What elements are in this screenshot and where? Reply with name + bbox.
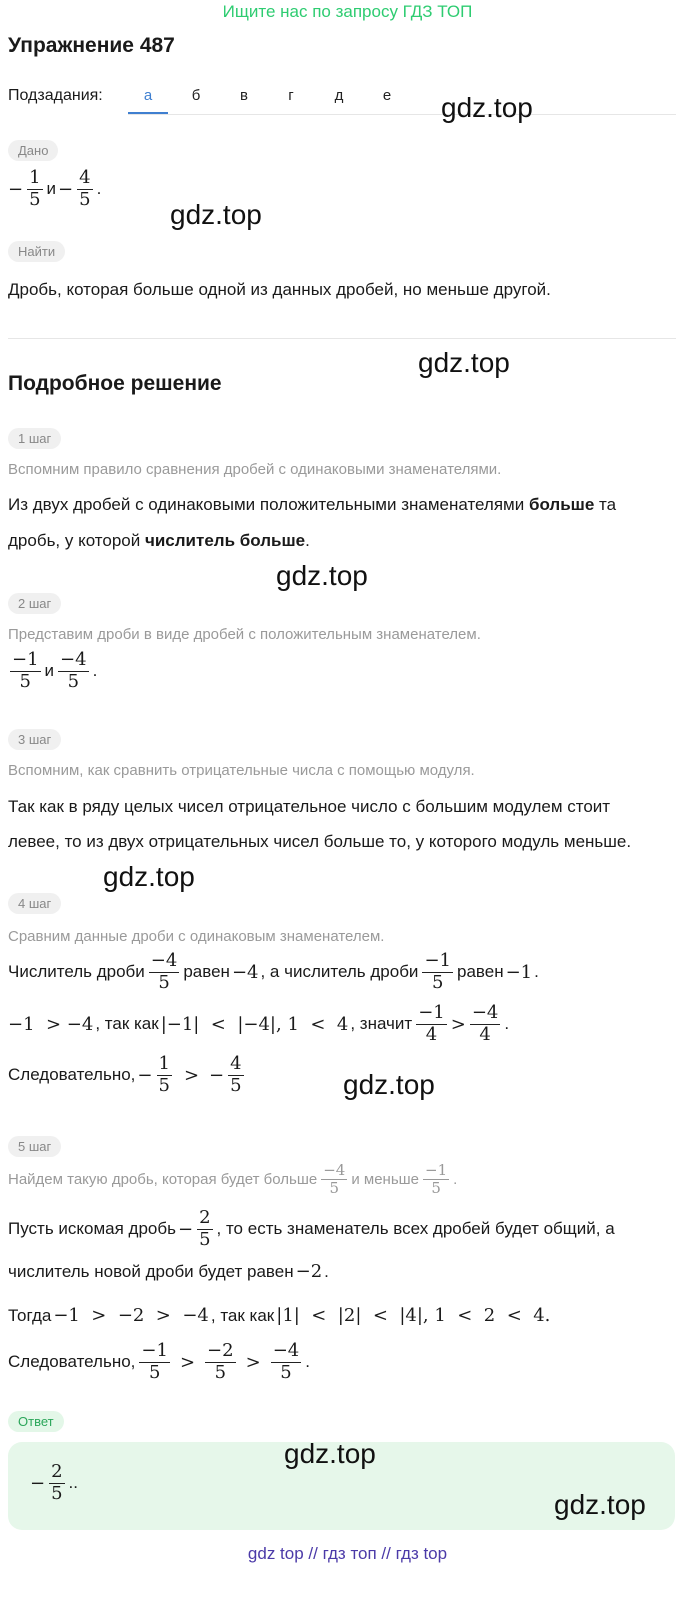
answer-sign: − <box>30 1472 46 1494</box>
fraction-numerator: −1 <box>425 1161 448 1179</box>
given-fractions <box>8 168 101 210</box>
fraction-denominator: 5 <box>199 1228 211 1250</box>
step-4-fraction <box>149 951 180 993</box>
fraction-denominator: 5 <box>67 670 80 692</box>
tabs-divider <box>128 114 676 115</box>
step-4-math: > <box>450 1013 466 1035</box>
step-5-text: , так как <box>210 1305 275 1325</box>
step-1-bold: числитель больше <box>144 531 306 550</box>
step-4-text: Числитель дроби <box>8 962 145 982</box>
step-4-fraction <box>416 1003 447 1045</box>
step-4-math: −1 > −4 <box>8 1013 94 1035</box>
step-4-text: . <box>504 1014 510 1034</box>
step-4-math: |−1| < |−4|, 1 < 4 <box>160 1013 349 1035</box>
step-2-fraction-1 <box>10 650 41 692</box>
exercise-title: Упражнение 487 <box>8 34 175 57</box>
fraction-denominator: 5 <box>19 670 31 692</box>
step-5-line-4 <box>8 1341 310 1383</box>
fraction-denominator: 4 <box>425 1023 438 1045</box>
watermark: gdz.top <box>441 92 533 123</box>
find-text: Дробь, которая больше одной из данных дробей, но меньше другой. <box>8 280 551 299</box>
fraction-denominator: 5 <box>79 188 91 210</box>
step-5-hint-text: Найдем такую дробь, которая будет больше <box>8 1171 318 1189</box>
step-5-line-3 <box>8 1305 550 1326</box>
tab-b[interactable]: б <box>191 87 201 104</box>
step-1-text: та <box>594 495 617 514</box>
fraction-numerator: −4 <box>150 950 178 971</box>
tab-g[interactable]: г <box>288 87 294 104</box>
fraction-denominator: 5 <box>230 1074 242 1096</box>
answer-end: .. <box>68 1473 78 1493</box>
fraction-numerator: −2 <box>207 1340 234 1361</box>
fraction-numerator: −1 <box>141 1340 168 1361</box>
tab-e[interactable]: е <box>382 87 392 104</box>
given-and: и <box>46 179 57 199</box>
subtasks-label: Подзадания: <box>8 87 103 104</box>
watermark: gdz.top <box>276 560 368 591</box>
fraction-numerator: 1 <box>158 1053 170 1074</box>
step-5-text: Следовательно, <box>8 1352 136 1372</box>
step-4-math: − <box>209 1064 225 1086</box>
step-5-text: Тогда <box>8 1305 52 1325</box>
step-1-line-2 <box>8 531 310 551</box>
step-5-math: > <box>245 1351 261 1373</box>
step-1-text: . <box>305 531 310 550</box>
fraction-numerator: −1 <box>12 649 39 670</box>
section-divider <box>8 338 676 339</box>
fraction-numerator: −4 <box>60 649 87 670</box>
step-4-text: , а числитель дроби <box>260 962 419 982</box>
watermark: gdz.top <box>554 1489 646 1520</box>
step-1-text: дробь, у которой <box>8 531 145 550</box>
fraction-numerator: 2 <box>199 1207 211 1228</box>
fraction-numerator: −4 <box>323 1161 346 1179</box>
step-5-hint-text: . <box>453 1171 458 1189</box>
step-4-line-3 <box>8 1054 246 1096</box>
step-4-badge: 4 шаг <box>8 893 61 914</box>
step-1-hint: Вспомним правило сравнения дробей с одинаковыми знаменателями. <box>8 461 502 478</box>
step-5-line-2 <box>8 1261 329 1282</box>
given-sign-2: − <box>58 178 74 200</box>
step-4-text: Следовательно, <box>8 1065 136 1085</box>
step-5-text: . <box>305 1352 310 1372</box>
fraction-numerator: −4 <box>272 1340 300 1361</box>
step-2-fractions <box>8 650 97 692</box>
tab-v[interactable]: в <box>240 87 248 104</box>
step-5-hint <box>8 1162 457 1198</box>
given-badge: Дано <box>8 140 58 161</box>
step-5-hint-fraction <box>423 1162 449 1198</box>
step-4-text: равен <box>183 962 230 982</box>
step-5-math: |1| < |2| < |4|, 1 < 2 < 4. <box>276 1305 551 1326</box>
step-4-text: . <box>534 962 539 982</box>
fraction-numerator: 1 <box>29 167 41 188</box>
given-end: . <box>96 179 102 199</box>
step-5-math: − <box>177 1218 194 1240</box>
step-2-hint: Представим дроби в виде дробей с положительным знаменателем. <box>8 626 481 643</box>
step-2-and: и <box>44 661 55 681</box>
step-5-text: . <box>324 1261 329 1281</box>
step-3-line-1: Так как в ряду целых чисел отрицательное число с большим модулем стоит <box>8 797 611 816</box>
step-4-fraction <box>422 951 453 993</box>
fraction-denominator: 5 <box>148 1361 161 1383</box>
step-1-line-1 <box>8 495 616 515</box>
step-5-math: −1 > −2 > −4 <box>53 1305 209 1326</box>
step-3-badge: 3 шаг <box>8 729 61 750</box>
fraction-denominator: 4 <box>479 1023 491 1045</box>
tab-d[interactable]: д <box>334 87 344 104</box>
answer-value <box>30 1462 78 1504</box>
fraction-numerator: 4 <box>79 167 91 188</box>
step-4-math: −4 <box>231 961 259 983</box>
step-4-text: равен <box>456 962 504 982</box>
step-1-bold: больше <box>528 495 595 514</box>
step-4-text: , значит <box>350 1014 413 1034</box>
find-badge: Найти <box>8 241 65 262</box>
given-sign-1: − <box>8 178 24 200</box>
fraction-numerator: −1 <box>424 950 451 971</box>
step-3-line-2: левее, то из двух отрицательных чисел больше то, у которого модуль меньше. <box>8 832 632 851</box>
step-4-line-1 <box>8 951 539 993</box>
watermark: gdz.top <box>284 1438 376 1469</box>
step-2-fraction-2 <box>58 650 89 692</box>
fraction-denominator: 5 <box>29 188 41 210</box>
step-5-hint-text: и меньше <box>351 1171 420 1189</box>
step-5-math: −2 <box>295 1261 323 1282</box>
fraction-numerator: 2 <box>51 1461 63 1482</box>
step-5-hint-fraction <box>321 1162 347 1198</box>
step-5-fraction <box>139 1341 170 1383</box>
watermark: gdz.top <box>103 861 195 892</box>
step-5-text: числитель новой дроби будет равен <box>8 1261 294 1281</box>
solution-title: Подробное решение <box>8 372 222 395</box>
footer-links[interactable]: gdz top // гдз топ // гдз top <box>247 1544 448 1563</box>
watermark: gdz.top <box>170 199 262 230</box>
step-4-fraction <box>470 1003 501 1045</box>
given-fraction-1 <box>27 168 42 210</box>
fraction-denominator: 5 <box>214 1361 227 1383</box>
given-fraction-2 <box>77 168 92 210</box>
fraction-denominator: 5 <box>158 1074 170 1096</box>
answer-badge: Ответ <box>8 1411 64 1432</box>
fraction-denominator: 5 <box>280 1361 292 1383</box>
step-5-fraction <box>205 1341 236 1383</box>
step-1-text: Из двух дробей с одинаковыми положительными знаменателями <box>8 495 529 514</box>
step-5-text: Пусть искомая дробь <box>8 1219 176 1239</box>
fraction-denominator: 5 <box>431 971 444 993</box>
step-4-math: − <box>137 1064 153 1086</box>
step-5-fraction <box>197 1208 212 1250</box>
step-5-badge: 5 шаг <box>8 1136 61 1157</box>
step-4-text: , так как <box>95 1014 159 1034</box>
step-4-line-2 <box>8 1003 509 1045</box>
search-banner: Ищите нас по запросу ГДЗ ТОП <box>222 2 473 21</box>
fraction-numerator: −1 <box>418 1002 445 1023</box>
step-5-math: > <box>179 1351 196 1373</box>
fraction-numerator: 4 <box>230 1053 242 1074</box>
step-2-end: . <box>92 661 98 681</box>
watermark: gdz.top <box>343 1069 435 1100</box>
tab-a[interactable]: а <box>143 87 153 104</box>
fraction-denominator: 5 <box>158 971 170 993</box>
fraction-denominator: 5 <box>51 1482 63 1504</box>
answer-fraction <box>49 1462 64 1504</box>
step-4-fraction <box>157 1054 172 1096</box>
fraction-denominator: 5 <box>431 1179 441 1198</box>
step-5-fraction <box>271 1341 302 1383</box>
step-4-math: > <box>183 1064 200 1086</box>
step-5-text: , то есть знаменатель всех дробей будет общий, а <box>216 1219 615 1239</box>
step-4-math: −1 <box>505 961 533 983</box>
step-4-hint: Сравним данные дроби с одинаковым знаменателем. <box>8 928 385 945</box>
step-4-fraction <box>228 1054 243 1096</box>
step-3-hint: Вспомним, как сравнить отрицательные числа с помощью модуля. <box>8 762 475 779</box>
step-5-line-1 <box>8 1208 615 1250</box>
step-1-badge: 1 шаг <box>8 428 61 449</box>
step-2-badge: 2 шаг <box>8 593 61 614</box>
fraction-denominator: 5 <box>329 1179 340 1198</box>
watermark: gdz.top <box>418 347 510 378</box>
fraction-numerator: −4 <box>471 1002 499 1023</box>
